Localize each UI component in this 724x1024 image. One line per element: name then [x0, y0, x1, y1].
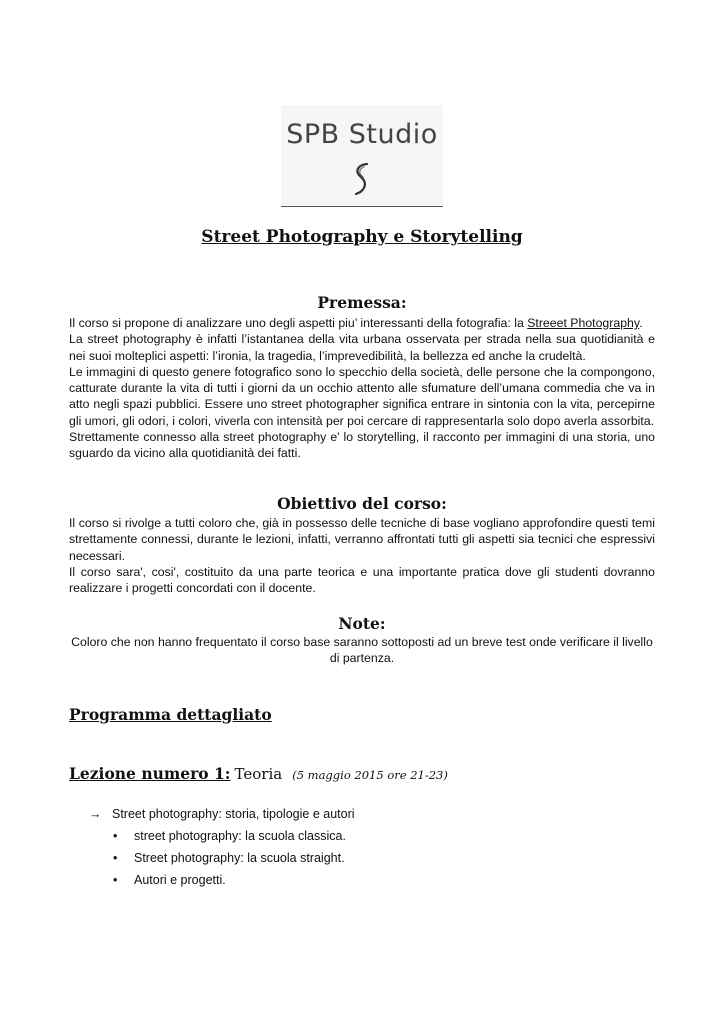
premessa-line1-text: Il corso si propone di analizzare uno degli aspetti piu’ interessanti della fotografia: la [69, 316, 528, 330]
logo-text: SPB Studio [286, 119, 438, 150]
premessa-body [69, 315, 655, 462]
obiettivo-paragraph-1: Il corso si rivolge a tutti coloro che, già in possesso delle tecniche di base vogliano approfondire questi temi strettamente connessi, durante le lezioni, infatti, verranno affrontati tutti gli aspetti sia tecnici che espressivi necessari. [69, 516, 655, 563]
note-text: Coloro che non hanno frequentato il corso base saranno sottoposti ad un breve test onde verificare il livello di partenza. [71, 635, 653, 666]
obiettivo-heading: Obiettivo del corso: [277, 494, 447, 513]
premessa-paragraph-3: Le immagini di questo genere fotografico sono lo specchio della società, delle persone che la compongono, catturate durante la vita di tutti i giorni da un occhio attento alle sfumature dell’umana commedia che va in atto negli spazi pubblici. Essere uno street photographer significa entrare in sintonia con la vita, percepirne gli umori, gli odori, i colori, viverla con intensità per poi cercare di rappresentarla solo dopo averla assorbita. [69, 364, 655, 428]
document-title: Street Photography e Storytelling [201, 227, 523, 247]
obiettivo-paragraph-2: Il corso sara', cosi', costituito da una parte teorica e una importante pratica dove gli studenti dovranno realizzare i progetti concordati con il docente. [69, 564, 655, 596]
lesson-1-sub-item: Autori e progetti. [134, 873, 226, 887]
s-swirl-icon [348, 161, 376, 197]
arrow-right-icon: → [89, 807, 102, 821]
lesson-1-date: (5 maggio 2015 ore 21-23) [292, 768, 448, 782]
lesson-1-main-item: Street photography: storia, tipologie e autori [112, 807, 355, 821]
lesson-1-sub-item: street photography: la scuola classica. [134, 829, 346, 843]
premessa-paragraph-4: Strettamente connesso alla street photography e' lo storytelling, il racconto per immagini di una storia, uno sguardo da vicino alla quotidianità dei fatti. [69, 430, 655, 461]
programma-heading: Programma dettagliato [69, 705, 272, 724]
premessa-line1 [69, 315, 655, 331]
bullet-icon: • [113, 829, 118, 843]
lesson-1-sub-item: Street photography: la scuola straight. [134, 851, 345, 865]
lesson-1-topic: Teoria [234, 765, 283, 783]
note-body [69, 634, 655, 667]
premessa-line1-end: . [639, 316, 643, 330]
bullet-icon: • [113, 873, 118, 887]
premessa-paragraph-2: La street photography è infatti l’istantanea della vita urbana osservata per strada nella sua quotidianità e nei suoi molteplici aspetti: l’ironia, la tragedia, l’imprevedibilità, la bellezza ed anche la crudeltà. [69, 332, 655, 363]
lesson-1-header [69, 764, 448, 784]
lesson-1-label: Lezione numero 1: [69, 764, 231, 783]
bullet-icon: • [113, 851, 118, 865]
premessa-heading: Premessa: [317, 293, 407, 312]
obiettivo-body [69, 515, 655, 596]
street-photography-link[interactable]: Streeet Photography [527, 316, 640, 330]
logo [281, 105, 443, 205]
note-heading: Note: [338, 614, 386, 633]
logo-divider [281, 206, 443, 207]
